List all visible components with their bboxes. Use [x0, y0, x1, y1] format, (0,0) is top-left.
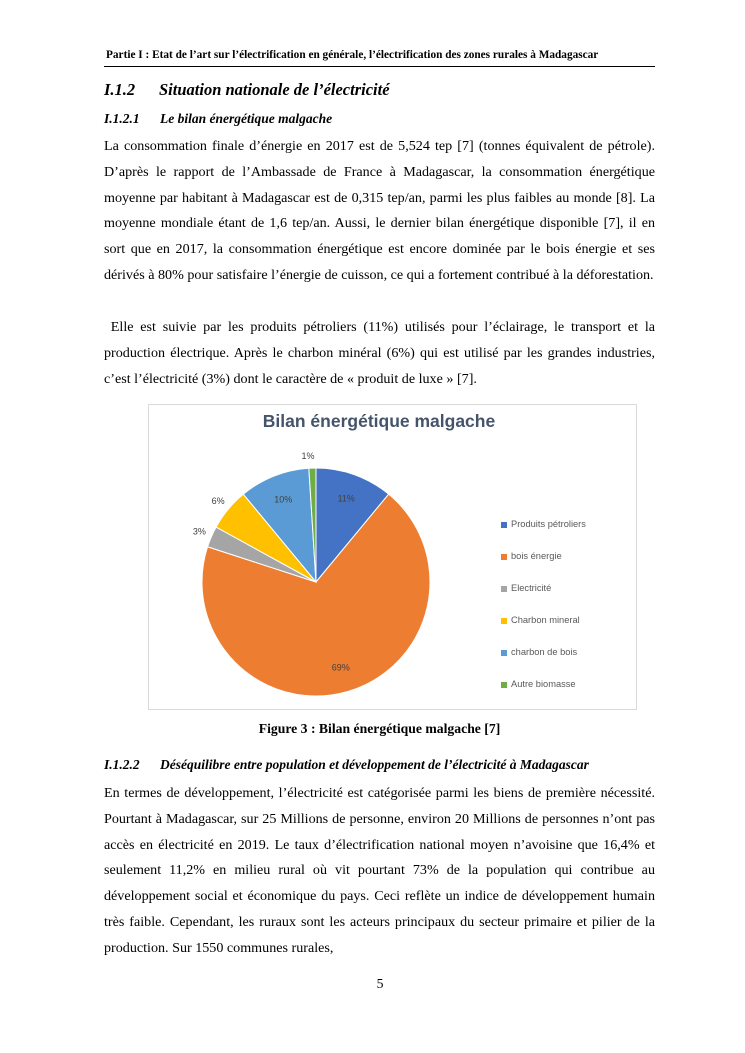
- subsection-number-2: I.1.2.2: [104, 757, 140, 772]
- paragraph-2: Elle est suivie par les produits pétroliers (11%) utilisés pour l’éclairage, le transport et la production électrique. Après le charbon minéral (6%) qui est utilisé par les grandes industries, c’est l’électricité (3%) dont le caractère de « produit de luxe » [7].: [104, 319, 659, 387]
- figure-caption: Figure 3 : Bilan énergétique malgache [7]: [258, 721, 501, 736]
- section-heading: [104, 80, 390, 100]
- legend-label: Electricité: [511, 583, 552, 593]
- subsection-heading-2: [104, 757, 589, 773]
- data-label: 11%: [337, 493, 355, 504]
- section-title: Situation nationale de l’électricité: [159, 80, 390, 99]
- section-number: I.1.2: [104, 80, 136, 99]
- legend-swatch: [501, 586, 507, 592]
- legend-label: bois énergie: [511, 551, 562, 561]
- legend-item: [501, 679, 586, 711]
- legend-item: [501, 551, 586, 583]
- legend-label: Produits pétroliers: [511, 519, 586, 529]
- data-label: 69%: [331, 662, 350, 673]
- legend-swatch: [501, 618, 507, 624]
- legend-item: [501, 615, 586, 647]
- page-number: 5: [376, 976, 384, 991]
- legend-item: [501, 583, 586, 615]
- legend-swatch: [501, 650, 507, 656]
- chart-legend: [501, 519, 586, 711]
- header-divider: [104, 66, 655, 67]
- paragraph-1: La consommation finale d’énergie en 2017 est de 5,524 tep [7] (tonnes équivalent de pétrole). D’après le rapport de l’Ambassade de France à Madagascar, la consommation énergétique moyenne par habitant à Madagascar est de 0,315 tep/an, parmi les plus faibles au monde [8]. La moyenne mondiale étant de 1,6 tep/an. Aussi, le dernier bilan énergétique disponible [7], il en sort que en 2017, la consommation énergétique est encore dominée par le bois énergie et ses dérivés à 80% pour satisfaire l’énergie de cuisson, ce qui a fortement contribué à la déforestation.: [104, 138, 655, 283]
- running-header: Partie I : Etat de l’art sur l’électrification en générale, l’électrification des zones rurales à Madagascar: [106, 49, 599, 61]
- pie-chart-figure: [148, 404, 637, 710]
- subsection-heading-1: [104, 111, 332, 127]
- legend-swatch: [501, 522, 507, 528]
- subsection-title-1: Le bilan énergétique malgache: [160, 111, 333, 126]
- legend-label: Autre biomasse: [511, 679, 576, 689]
- paragraph-3: En termes de développement, l’électricité est catégorisée parmi les biens de première nécessité. Pourtant à Madagascar, sur 25 Millions de personne, environ 20 Millions de personnes n’ont pas accès en électricité en 2019. Le taux d’électrification national moyen n’avoisine que 16,4% et seulement 11,2% en milieu rural où vit pourtant 73% de la population qui contribue au développement social et économique du pays. Ceci reflète un indice de développement humain très faible. Cependant, les ruraux sont les acteurs principaux du secteur primaire et pilier de la production. Sur 1550 communes rurales,: [104, 785, 655, 956]
- legend-item: [501, 519, 586, 551]
- subsection-title-2: Déséquilibre entre population et développement de l’électricité à Madagascar: [160, 757, 589, 772]
- legend-swatch: [501, 554, 507, 560]
- data-label: 1%: [301, 451, 315, 462]
- data-label: 6%: [211, 496, 225, 507]
- subsection-number-1: I.1.2.1: [104, 111, 140, 126]
- legend-label: Charbon mineral: [511, 615, 580, 625]
- chart-title: Bilan énergétique malgache: [262, 411, 496, 431]
- legend-label: charbon de bois: [511, 647, 578, 657]
- legend-swatch: [501, 682, 507, 688]
- data-label: 3%: [192, 526, 206, 537]
- data-label: 10%: [274, 494, 293, 505]
- legend-item: [501, 647, 586, 679]
